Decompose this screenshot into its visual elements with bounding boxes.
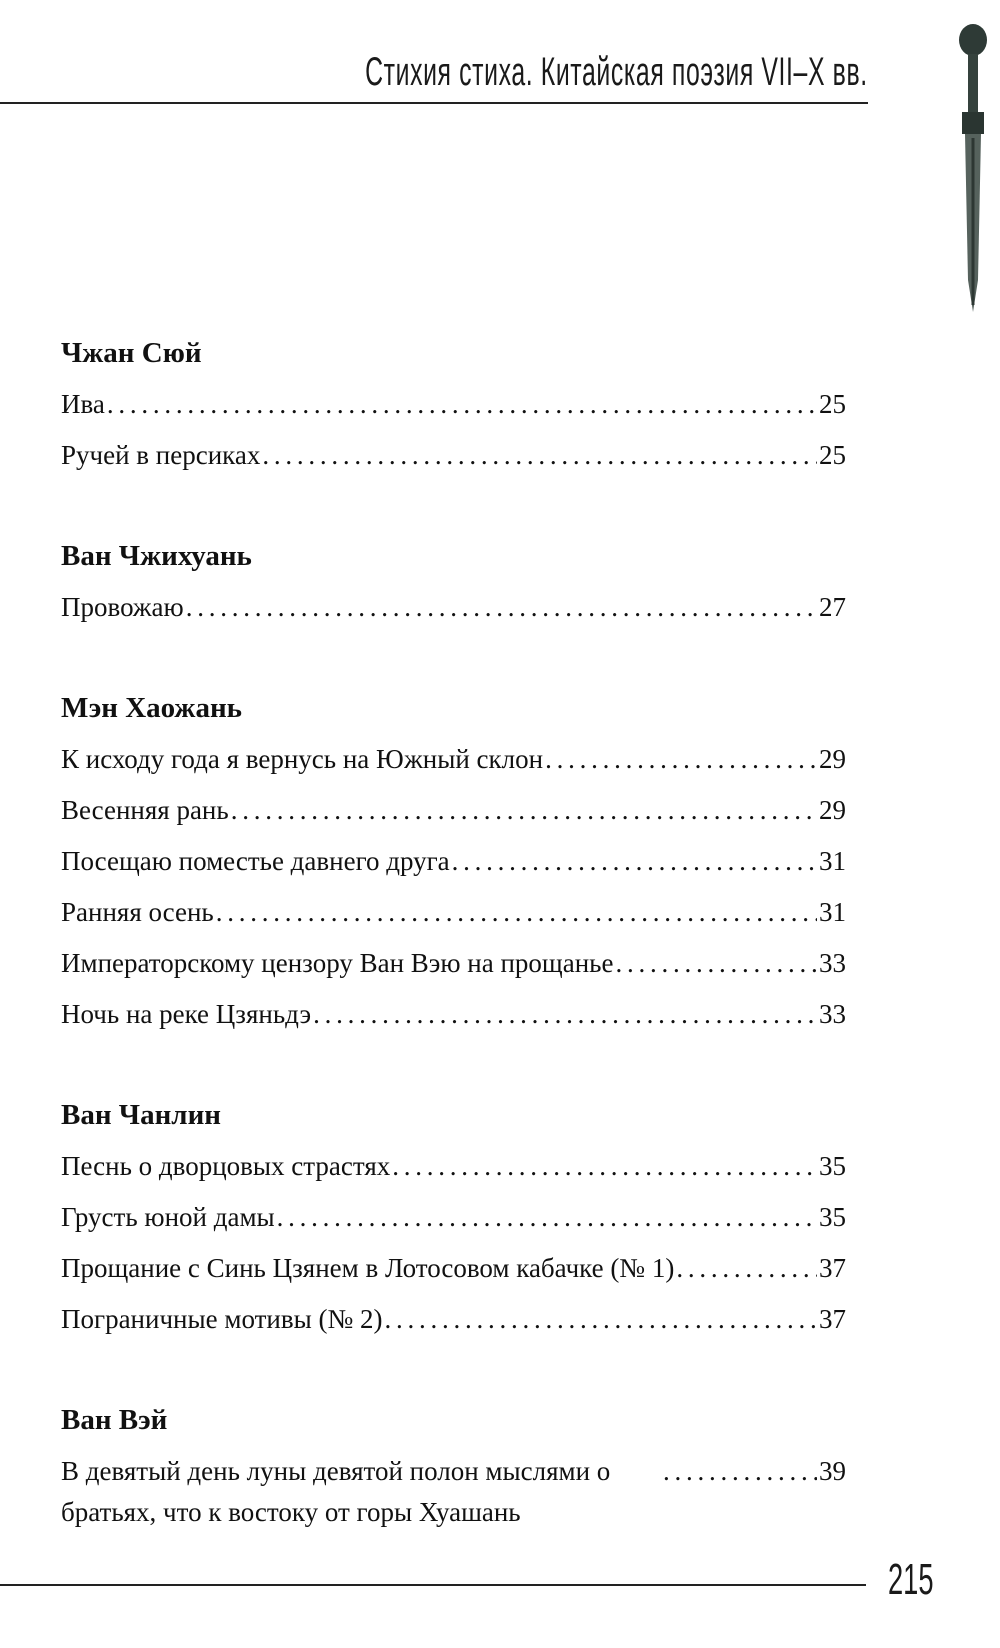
entry-page-number: 35 [819, 1202, 846, 1232]
toc-entry[interactable] [61, 1192, 846, 1243]
dot-leader [313, 989, 817, 1040]
dot-leader [186, 582, 817, 633]
author-heading: Ван Вэй [61, 1404, 168, 1436]
entry-title: В девятый день луны девятой полон мыслями о братьях, что к востоку от горы Хуашань [61, 1456, 611, 1527]
entry-page-number: 33 [819, 999, 846, 1029]
toc-section [61, 328, 846, 481]
entry-title: Ручей в персиках [61, 440, 261, 470]
entry-page-number: 25 [819, 389, 846, 419]
entry-page-number: 37 [819, 1304, 846, 1334]
entry-page-number: 29 [819, 744, 846, 774]
entry-page-number: 29 [819, 795, 846, 825]
entry-title: К исходу года я вернусь на Южный склон [61, 744, 544, 774]
footer-rule [0, 1584, 866, 1586]
toc-entry[interactable] [61, 430, 846, 481]
entry-title: Провожаю [61, 592, 184, 622]
entry-title: Весенняя рань [61, 795, 229, 825]
dot-leader [663, 1451, 817, 1492]
entry-title: Прощание с Синь Цзянем в Лотосовом кабачке (№ 1) [61, 1253, 675, 1283]
toc-entry[interactable] [61, 379, 846, 430]
dot-leader [216, 887, 817, 938]
entry-page-number: 37 [819, 1253, 846, 1283]
dot-leader [676, 1243, 817, 1294]
dagger-illustration-icon [948, 20, 998, 315]
dot-leader [231, 785, 817, 836]
entry-page-number: 33 [819, 948, 846, 978]
toc-entry[interactable] [61, 1451, 846, 1533]
author-heading: Мэн Хаожань [61, 692, 243, 724]
entry-title: Ива [61, 389, 105, 419]
dot-leader [615, 938, 817, 989]
author-heading: Ван Чанлин [61, 1099, 221, 1131]
toc-section [61, 1090, 846, 1345]
entry-page-number: 35 [819, 1151, 846, 1181]
entry-title: Грусть юной дамы [61, 1202, 275, 1232]
entry-page-number: 39 [819, 1456, 846, 1486]
toc-entry[interactable] [61, 989, 846, 1040]
entry-title: Пограничные мотивы (№ 2) [61, 1304, 383, 1334]
toc-entry[interactable] [61, 785, 846, 836]
entry-title: Песнь о дворцовых страстях [61, 1151, 391, 1181]
table-of-contents [61, 328, 846, 1583]
entry-page-number: 25 [819, 440, 846, 470]
toc-entry[interactable] [61, 887, 846, 938]
toc-entry[interactable] [61, 836, 846, 887]
entry-title: Ночь на реке Цзяньдэ [61, 999, 312, 1029]
toc-entry[interactable] [61, 1294, 846, 1345]
author-heading: Чжан Сюй [61, 337, 202, 369]
dot-leader [392, 1141, 817, 1192]
dot-leader [452, 836, 817, 887]
entry-title: Посещаю поместье давнего друга [61, 846, 450, 876]
header-rule [0, 102, 868, 104]
entry-page-number: 27 [819, 592, 846, 622]
toc-entry[interactable] [61, 582, 846, 633]
dot-leader [277, 1192, 817, 1243]
dot-leader [384, 1294, 817, 1345]
dot-leader [545, 734, 817, 785]
running-head: Стихия стиха. Китайская поэзия VII–X вв. [365, 50, 868, 94]
entry-title: Императорскому цензору Ван Вэю на прощанье [61, 948, 614, 978]
entry-page-number: 31 [819, 897, 846, 927]
page-number: 215 [888, 1555, 934, 1604]
dot-leader [262, 430, 817, 481]
toc-entry[interactable] [61, 734, 846, 785]
toc-entry[interactable] [61, 938, 846, 989]
toc-section [61, 531, 846, 633]
author-heading: Ван Чжихуань [61, 540, 252, 572]
entry-title: Ранняя осень [61, 897, 214, 927]
toc-entry[interactable] [61, 1141, 846, 1192]
toc-section [61, 1395, 846, 1533]
toc-entry[interactable] [61, 1243, 846, 1294]
dot-leader [107, 379, 817, 430]
toc-section [61, 683, 846, 1040]
entry-page-number: 31 [819, 846, 846, 876]
